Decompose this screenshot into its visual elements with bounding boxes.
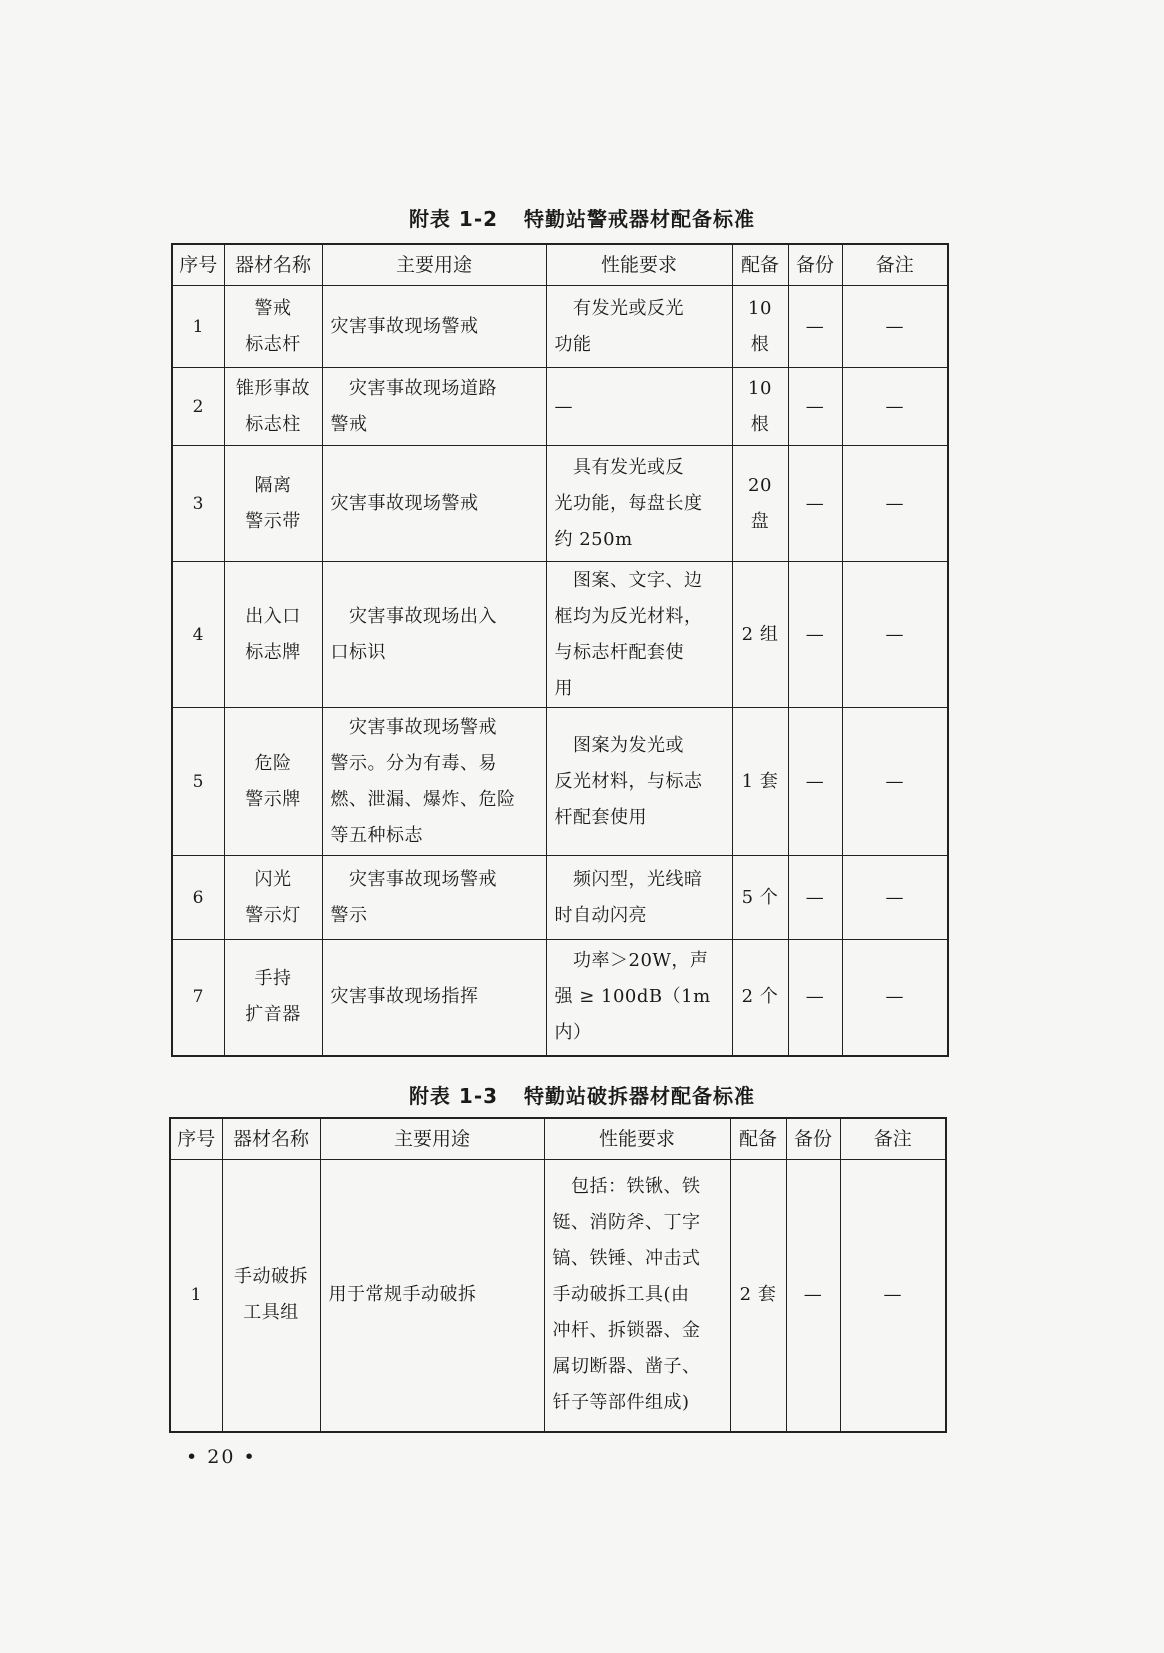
- cell-note-text: —: [885, 623, 904, 645]
- cell-qty-text: 10 根: [748, 377, 772, 435]
- header-use: 主要用途: [320, 1118, 544, 1160]
- cell-seq-text: 1: [190, 1285, 202, 1306]
- cell-perf-text: 图案、文字、边 框均为反光材料， 与标志杆配套使 用: [554, 569, 703, 699]
- caption-number: 附表 1-2: [408, 207, 499, 231]
- cell-qty-text: 10 根: [748, 297, 772, 355]
- cell-qty: [732, 708, 788, 856]
- cell-seq: [172, 708, 224, 856]
- caption-number: 附表 1-3: [408, 1084, 499, 1108]
- cell-seq: [172, 446, 224, 562]
- cell-name-text: 隔离 警示带: [245, 474, 301, 532]
- cell-note-text: —: [885, 886, 904, 908]
- cell-qty-text: 2 个: [741, 986, 779, 1008]
- cell-seq-text: 4: [192, 624, 204, 645]
- cell-seq-text: 1: [192, 316, 204, 337]
- cell-seq: [172, 856, 224, 940]
- cell-perf-text: 具有发光或反 光功能，每盘长度 约 250m: [554, 456, 703, 550]
- cell-qty: [732, 286, 788, 368]
- cell-backup-text: —: [805, 770, 825, 792]
- cell-use-text: 用于常规手动破拆: [328, 1284, 477, 1306]
- cell-note: [842, 940, 948, 1056]
- cell-seq: [172, 368, 224, 446]
- cell-note: [842, 708, 948, 856]
- cell-seq-text: 3: [192, 493, 204, 514]
- table-caption-1-3: [0, 1080, 1164, 1109]
- cell-perf-text: 频闪型，光线暗 时自动闪亮: [554, 868, 703, 926]
- cell-perf-text: 包括：铁锹、铁 铤、消防斧、丁字 镐、铁锤、冲击式 手动破拆工具(由 冲杆、拆锁器、金 属切断器、凿子、 钎子等部件组成): [552, 1176, 701, 1414]
- table-row: [172, 368, 948, 446]
- demolition-equipment-table: [169, 1117, 947, 1433]
- cell-use: [322, 856, 546, 940]
- header-name: 器材名称: [224, 244, 322, 286]
- cell-backup: [788, 446, 842, 562]
- header-backup: 备份: [788, 244, 842, 286]
- cell-perf: [546, 708, 732, 856]
- cell-perf: [546, 446, 732, 562]
- cell-seq: [170, 1160, 222, 1432]
- cell-seq-text: 6: [192, 887, 204, 908]
- cell-name-text: 警戒 标志杆: [245, 297, 301, 355]
- cell-use-text: 灾害事故现场出入 口标识: [330, 605, 497, 663]
- cell-name-text: 出入口 标志牌: [245, 605, 301, 663]
- cell-name: [224, 446, 322, 562]
- cell-perf: [546, 856, 732, 940]
- table-row: [172, 856, 948, 940]
- cell-note: [842, 368, 948, 446]
- cell-use: [322, 286, 546, 368]
- table-row: [172, 286, 948, 368]
- cell-use-text: 灾害事故现场指挥: [330, 986, 479, 1008]
- cell-qty: [732, 940, 788, 1056]
- cell-note-text: —: [885, 395, 904, 417]
- cell-seq: [172, 562, 224, 708]
- caption-title: 特勤站警戒器材配备标准: [524, 207, 756, 231]
- cell-qty-text: 1 套: [741, 770, 779, 792]
- header-use: 主要用途: [322, 244, 546, 286]
- cell-note: [842, 286, 948, 368]
- cell-seq: [172, 286, 224, 368]
- cell-backup-text: —: [803, 1284, 823, 1306]
- caption-title: 特勤站破拆器材配备标准: [524, 1084, 756, 1108]
- cell-perf-text: —: [554, 395, 573, 417]
- cell-use-text: 灾害事故现场道路 警戒: [330, 377, 497, 435]
- cell-qty: [732, 856, 788, 940]
- cell-note-text: —: [885, 986, 904, 1008]
- table-header-row: [172, 244, 948, 286]
- cell-use: [322, 940, 546, 1056]
- table-row: [172, 708, 948, 856]
- cell-qty: [732, 368, 788, 446]
- cell-seq-text: 5: [192, 771, 204, 792]
- cell-backup: [788, 286, 842, 368]
- alert-equipment-table: [171, 243, 949, 1057]
- cell-qty: [732, 446, 788, 562]
- header-seq: 序号: [172, 244, 224, 286]
- cell-note: [842, 446, 948, 562]
- cell-name-text: 手持 扩音器: [245, 968, 301, 1026]
- cell-seq: [172, 940, 224, 1056]
- cell-perf-text: 有发光或反光 功能: [554, 297, 684, 355]
- cell-use-text: 灾害事故现场警戒: [330, 315, 479, 337]
- cell-backup: [786, 1160, 840, 1432]
- cell-name: [224, 940, 322, 1056]
- cell-backup-text: —: [805, 395, 825, 417]
- cell-perf: [544, 1160, 730, 1432]
- header-name: 器材名称: [222, 1118, 320, 1160]
- page-number: • 20 •: [186, 1446, 257, 1468]
- table-row: [172, 940, 948, 1056]
- cell-perf: [546, 940, 732, 1056]
- cell-backup-text: —: [805, 315, 825, 337]
- cell-use: [320, 1160, 544, 1432]
- cell-note-text: —: [885, 492, 904, 514]
- cell-note: [842, 562, 948, 708]
- cell-qty: [732, 562, 788, 708]
- cell-name: [224, 368, 322, 446]
- cell-note: [842, 856, 948, 940]
- cell-use: [322, 446, 546, 562]
- cell-name: [222, 1160, 320, 1432]
- cell-name-text: 危险 警示牌: [245, 752, 301, 810]
- cell-name: [224, 708, 322, 856]
- cell-backup: [788, 562, 842, 708]
- cell-name-text: 锥形事故 标志柱: [236, 377, 310, 435]
- cell-backup: [788, 940, 842, 1056]
- cell-name-text: 闪光 警示灯: [245, 868, 301, 926]
- header-note: 备注: [840, 1118, 946, 1160]
- cell-use-text: 灾害事故现场警戒: [330, 492, 479, 514]
- cell-perf-text: 功率＞20W，声 强 ≥ 100dB（1m 内）: [554, 950, 711, 1044]
- header-qty: 配备: [730, 1118, 786, 1160]
- cell-qty-text: 2 组: [741, 623, 779, 645]
- cell-seq-text: 2: [192, 396, 204, 417]
- header-qty: 配备: [732, 244, 788, 286]
- cell-use-text: 灾害事故现场警戒 警示。分为有毒、易 燃、泄漏、爆炸、危险 等五种标志: [330, 716, 516, 846]
- cell-backup-text: —: [805, 986, 825, 1008]
- header-backup: 备份: [786, 1118, 840, 1160]
- cell-perf-text: 图案为发光或 反光材料，与标志 杆配套使用: [554, 734, 703, 828]
- cell-qty-text: 20 盘: [748, 474, 772, 532]
- header-seq: 序号: [170, 1118, 222, 1160]
- cell-seq-text: 7: [192, 987, 204, 1008]
- cell-qty-text: 5 个: [741, 886, 779, 908]
- table-header-row: [170, 1118, 946, 1160]
- cell-backup-text: —: [805, 492, 825, 514]
- cell-perf: [546, 368, 732, 446]
- cell-perf: [546, 562, 732, 708]
- cell-note: [840, 1160, 946, 1432]
- cell-backup-text: —: [805, 623, 825, 645]
- cell-use: [322, 708, 546, 856]
- table-caption-1-2: [0, 203, 1164, 232]
- cell-note-text: —: [883, 1284, 902, 1306]
- header-note: 备注: [842, 244, 948, 286]
- cell-perf: [546, 286, 732, 368]
- cell-name: [224, 856, 322, 940]
- header-perf: 性能要求: [546, 244, 732, 286]
- cell-backup: [788, 856, 842, 940]
- table-row: [172, 446, 948, 562]
- cell-name-text: 手动破拆 工具组: [234, 1266, 308, 1324]
- cell-use-text: 灾害事故现场警戒 警示: [330, 868, 497, 926]
- table-row: [170, 1160, 946, 1432]
- cell-backup: [788, 708, 842, 856]
- header-perf: 性能要求: [544, 1118, 730, 1160]
- cell-backup-text: —: [805, 886, 825, 908]
- cell-qty-text: 2 套: [739, 1284, 777, 1306]
- cell-note-text: —: [885, 315, 904, 337]
- cell-use: [322, 368, 546, 446]
- cell-name: [224, 562, 322, 708]
- cell-note-text: —: [885, 770, 904, 792]
- cell-name: [224, 286, 322, 368]
- table-row: [172, 562, 948, 708]
- cell-use: [322, 562, 546, 708]
- cell-backup: [788, 368, 842, 446]
- cell-qty: [730, 1160, 786, 1432]
